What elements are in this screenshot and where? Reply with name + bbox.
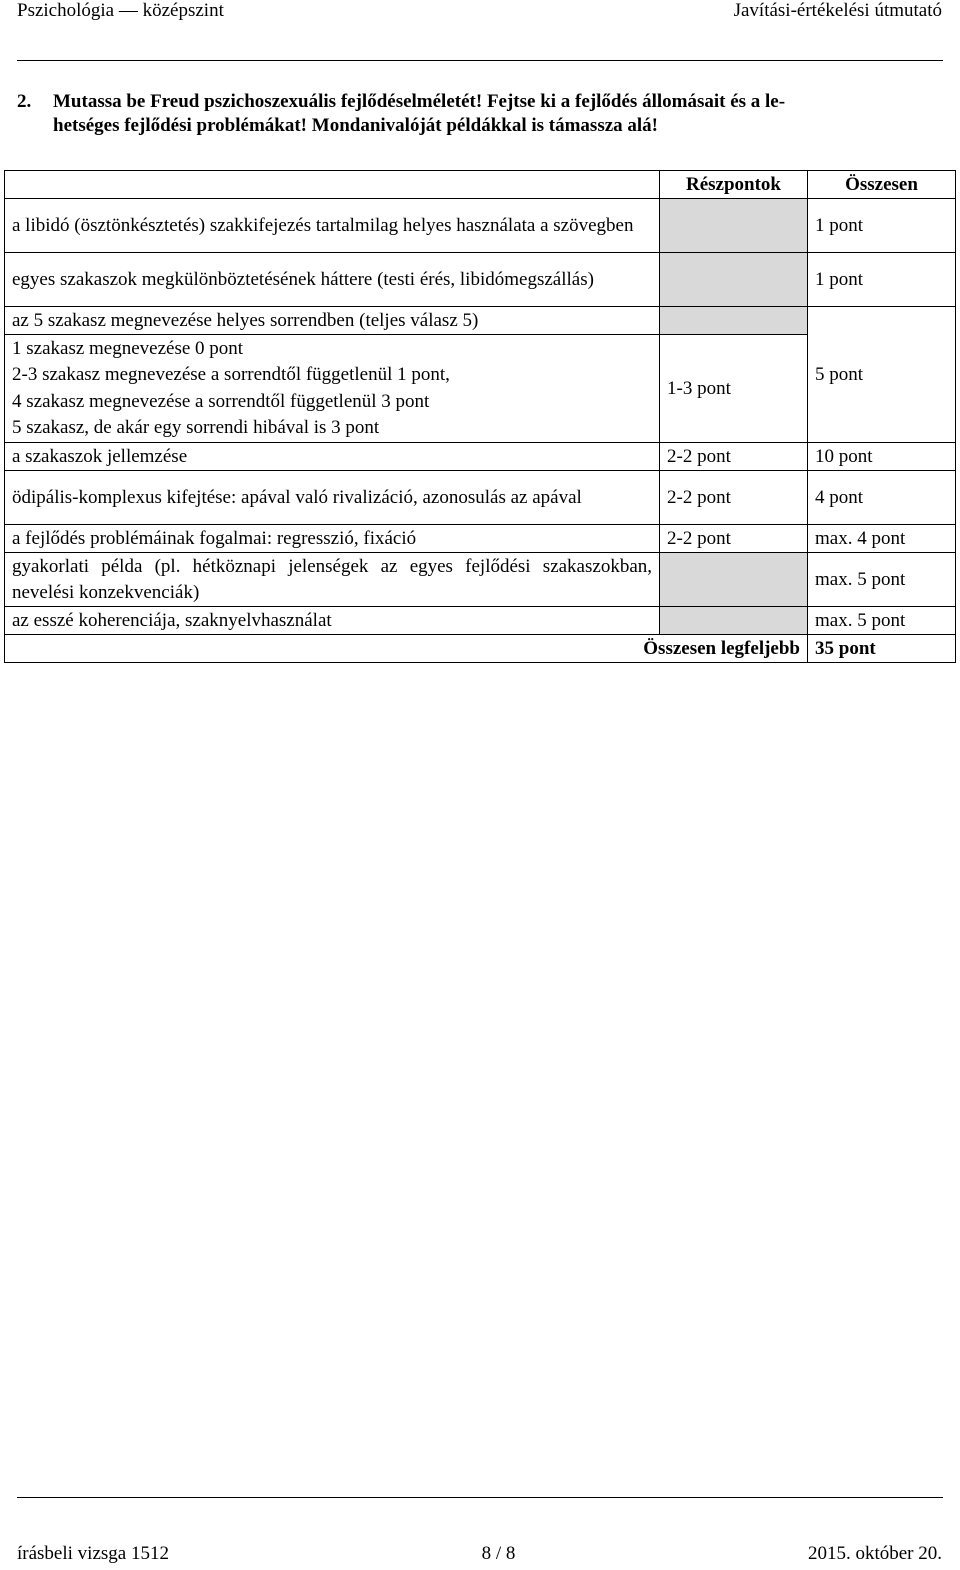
criterion-text: gyakorlati példa (pl. hétköznapi jelenségek az egyes fejlődési szakaszokban, nevelési konzekvenciák)	[5, 553, 660, 607]
header-empty-cell	[5, 171, 660, 199]
question-number: 2.	[17, 91, 32, 112]
total-cell: 4 pont	[808, 471, 956, 525]
criterion-text: a szakaszok jellemzése	[5, 443, 660, 471]
table-row	[5, 199, 956, 253]
header-doc-type: Javítási-értékelési útmutató	[733, 0, 942, 21]
subitem: 4 szakasz megnevezése a sorrendtől függetlenül 3 pont	[12, 390, 430, 412]
partial-cell-gray	[660, 553, 808, 607]
page-header	[17, 0, 942, 24]
partial-cell-gray	[660, 253, 808, 307]
criterion-subitems	[5, 335, 660, 443]
total-cell: max. 5 pont	[808, 553, 956, 607]
partial-cell-gray	[660, 307, 808, 335]
sum-total: 35 pont	[808, 635, 956, 663]
criterion-text: a libidó (ösztönkésztetés) szakkifejezés tartalmilag helyes használata a szövegben	[5, 199, 660, 253]
subitem: 5 szakasz, de akár egy sorrendi hibával is 3 pont	[12, 417, 380, 438]
col-partial-header: Részpontok	[660, 171, 808, 199]
table-row	[5, 443, 956, 471]
footer-rule	[17, 1497, 943, 1498]
subitem: 2-3 szakasz megnevezése a sorrendtől függetlenül 1 pont,	[12, 364, 450, 385]
total-cell: 1 pont	[808, 253, 956, 307]
footer-page-number: 8 / 8	[481, 1543, 516, 1564]
partial-cell-gray	[660, 199, 808, 253]
table-sum-row	[5, 635, 956, 663]
question	[17, 90, 947, 138]
table-row	[5, 253, 956, 307]
partial-cell: 2-2 pont	[660, 443, 808, 471]
footer-exam-id: írásbeli vizsga 1512	[17, 1543, 169, 1564]
subitem: 1 szakasz megnevezése 0 pont	[12, 337, 244, 359]
page-footer	[17, 1543, 942, 1565]
scoring-table	[4, 170, 956, 663]
question-text-line1: Mutassa be Freud pszichoszexuális fejlődéselméletét! Fejtse ki a fejlődés állomásait és a le-	[53, 91, 786, 112]
table-row	[5, 607, 956, 635]
table-row	[5, 471, 956, 525]
partial-cell: 1-3 pont	[660, 335, 808, 443]
table-row	[5, 553, 956, 607]
partial-cell: 2-2 pont	[660, 471, 808, 525]
total-cell: max. 4 pont	[808, 525, 956, 553]
criterion-text: az 5 szakasz megnevezése helyes sorrendben (teljes válasz 5)	[5, 307, 660, 335]
sum-label: Összesen legfeljebb	[5, 635, 808, 663]
partial-cell: 2-2 pont	[660, 525, 808, 553]
table-row	[5, 525, 956, 553]
total-cell: max. 5 pont	[808, 607, 956, 635]
table-row	[5, 307, 956, 335]
question-text-line2: hetséges fejlődési problémákat! Mondanivalóját példákkal is támassza alá!	[53, 115, 659, 136]
header-rule	[17, 60, 943, 61]
table-header-row	[5, 171, 956, 199]
col-total-header: Összesen	[808, 171, 956, 199]
partial-cell-gray	[660, 607, 808, 635]
total-cell: 10 pont	[808, 443, 956, 471]
total-cell: 1 pont	[808, 199, 956, 253]
header-subject: Pszichológia — középszint	[17, 0, 224, 21]
criterion-text: az esszé koherenciája, szaknyelvhasználat	[5, 607, 660, 635]
total-cell: 5 pont	[808, 307, 956, 443]
criterion-text: a fejlődés problémáinak fogalmai: regresszió, fixáció	[5, 525, 660, 553]
criterion-text: ödipális-komplexus kifejtése: apával való rivalizáció, azonosulás az apával	[5, 471, 660, 525]
footer-date: 2015. október 20.	[807, 1543, 942, 1564]
criterion-text: egyes szakaszok megkülönböztetésének háttere (testi érés, libidómegszállás)	[5, 253, 660, 307]
